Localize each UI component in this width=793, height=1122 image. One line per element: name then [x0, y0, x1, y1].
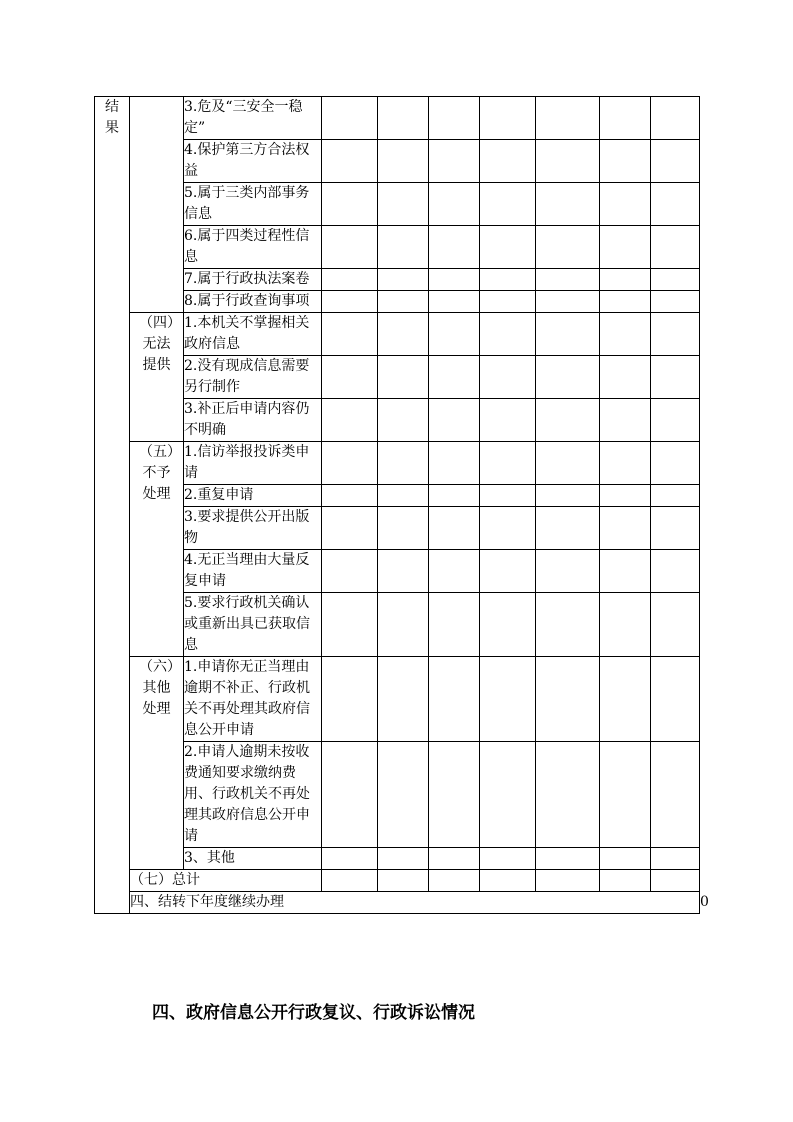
data-cell	[322, 269, 378, 291]
data-cell	[322, 507, 378, 550]
data-cell	[480, 742, 536, 848]
data-cell	[429, 97, 480, 140]
data-cell	[600, 593, 651, 657]
table-row	[95, 507, 700, 550]
item-label: 2.没有现成信息需要另行制作	[184, 356, 322, 399]
data-cell	[429, 226, 480, 269]
data-cell	[651, 183, 700, 226]
data-cell	[322, 870, 378, 892]
group-label: （五）不予处理	[139, 444, 174, 502]
data-cell	[651, 399, 700, 442]
data-cell	[429, 291, 480, 313]
table-row	[95, 442, 700, 485]
data-cell	[378, 593, 429, 657]
table-row	[95, 657, 700, 742]
data-cell	[429, 507, 480, 550]
data-cell	[322, 226, 378, 269]
group-label: （六）其他处理	[139, 659, 174, 717]
total-label: （七）总计	[130, 870, 322, 892]
data-cell	[600, 657, 651, 742]
data-cell	[536, 313, 600, 356]
data-cell	[378, 313, 429, 356]
item-label: 5.要求行政机关确认或重新出具已获取信息	[184, 593, 322, 657]
data-cell	[322, 97, 378, 140]
data-cell	[536, 356, 600, 399]
data-cell	[600, 399, 651, 442]
data-cell	[600, 848, 651, 870]
data-cell	[600, 507, 651, 550]
data-cell	[429, 356, 480, 399]
data-cell	[600, 442, 651, 485]
data-cell	[651, 550, 700, 593]
data-cell	[429, 550, 480, 593]
item-label: 3.危及“三安全一稳定”	[184, 97, 322, 140]
data-cell	[600, 226, 651, 269]
data-cell	[378, 550, 429, 593]
data-cell	[651, 593, 700, 657]
data-cell	[480, 657, 536, 742]
data-cell	[536, 140, 600, 183]
data-cell	[651, 97, 700, 140]
item-label: 5.属于三类内部事务信息	[184, 183, 322, 226]
data-cell	[429, 593, 480, 657]
data-cell	[536, 507, 600, 550]
item-label: 2.申请人逾期未按收费通知要求缴纳费用、行政机关不再处理其政府信息公开申请	[184, 742, 322, 848]
data-cell	[536, 742, 600, 848]
data-cell	[651, 485, 700, 507]
data-cell	[536, 291, 600, 313]
data-cell	[600, 97, 651, 140]
table-row	[95, 870, 700, 892]
data-cell	[536, 485, 600, 507]
statistics-table	[94, 96, 709, 914]
data-cell	[322, 550, 378, 593]
data-cell	[536, 269, 600, 291]
table-row	[95, 97, 700, 140]
carry-over-label: 四、结转下年度继续办理	[130, 892, 700, 914]
data-cell	[536, 550, 600, 593]
table-row	[95, 593, 700, 657]
data-cell	[322, 485, 378, 507]
item-label: 2.重复申请	[184, 485, 322, 507]
group-cell	[130, 313, 184, 442]
data-cell	[600, 140, 651, 183]
table-row	[95, 848, 700, 870]
data-cell	[600, 742, 651, 848]
item-label: 3.要求提供公开出版物	[184, 507, 322, 550]
data-cell	[378, 442, 429, 485]
data-cell	[600, 356, 651, 399]
data-cell	[536, 183, 600, 226]
table-row	[95, 313, 700, 356]
data-cell	[600, 870, 651, 892]
data-cell	[322, 356, 378, 399]
data-cell	[378, 657, 429, 742]
data-cell	[322, 399, 378, 442]
group-label: （四）无法提供	[139, 315, 174, 373]
data-cell	[651, 140, 700, 183]
data-cell	[651, 226, 700, 269]
item-label: 1.本机关不掌握相关政府信息	[184, 313, 322, 356]
data-cell	[429, 399, 480, 442]
data-cell	[600, 291, 651, 313]
data-cell	[480, 550, 536, 593]
data-cell	[536, 870, 600, 892]
data-cell	[536, 399, 600, 442]
data-cell	[651, 848, 700, 870]
table-row	[95, 140, 700, 183]
data-cell	[480, 399, 536, 442]
data-cell	[480, 97, 536, 140]
data-cell	[378, 399, 429, 442]
data-cell	[322, 313, 378, 356]
data-cell	[536, 97, 600, 140]
data-cell	[322, 291, 378, 313]
data-cell	[480, 593, 536, 657]
data-cell	[429, 269, 480, 291]
data-cell	[429, 848, 480, 870]
item-label: 8.属于行政查询事项	[184, 291, 322, 313]
table-row	[95, 291, 700, 313]
group-cell	[130, 442, 184, 657]
data-cell	[651, 442, 700, 485]
item-label: 3.补正后申请内容仍不明确	[184, 399, 322, 442]
item-label: 7.属于行政执法案卷	[184, 269, 322, 291]
data-cell	[536, 442, 600, 485]
data-cell	[322, 742, 378, 848]
data-cell	[322, 442, 378, 485]
data-cell	[378, 97, 429, 140]
data-cell	[480, 226, 536, 269]
data-cell	[429, 485, 480, 507]
item-label: 6.属于四类过程性信息	[184, 226, 322, 269]
data-cell	[480, 485, 536, 507]
data-cell	[536, 657, 600, 742]
data-cell	[378, 848, 429, 870]
data-cell	[480, 269, 536, 291]
data-cell	[378, 485, 429, 507]
data-cell	[651, 742, 700, 848]
table-row: 四、结转下年度继续办理 0	[95, 892, 700, 914]
data-cell	[429, 442, 480, 485]
data-cell	[480, 442, 536, 485]
table-row	[95, 356, 700, 399]
data-cell	[322, 183, 378, 226]
table-row	[95, 399, 700, 442]
table-row	[95, 269, 700, 291]
data-cell	[429, 183, 480, 226]
table-row	[95, 183, 700, 226]
table-row	[95, 485, 700, 507]
data-cell	[429, 140, 480, 183]
item-label: 4.保护第三方合法权益	[184, 140, 322, 183]
data-cell	[429, 313, 480, 356]
group-cell	[130, 97, 184, 313]
data-cell	[322, 848, 378, 870]
data-cell	[651, 657, 700, 742]
item-label: 4.无正当理由大量反复申请	[184, 550, 322, 593]
data-cell	[600, 485, 651, 507]
item-label: 3、其他	[184, 848, 322, 870]
data-cell	[651, 313, 700, 356]
group-cell	[130, 657, 184, 870]
data-cell	[480, 140, 536, 183]
data-cell	[480, 183, 536, 226]
data-cell	[429, 742, 480, 848]
data-cell	[322, 593, 378, 657]
data-cell	[378, 140, 429, 183]
result-label-cell	[95, 97, 130, 914]
data-cell	[651, 291, 700, 313]
table-row	[95, 742, 700, 848]
result-label: 结果	[105, 99, 119, 136]
data-cell	[600, 269, 651, 291]
table-row	[95, 550, 700, 593]
data-cell	[378, 183, 429, 226]
data-cell	[480, 870, 536, 892]
data-cell	[378, 356, 429, 399]
data-cell	[480, 291, 536, 313]
data-cell	[651, 870, 700, 892]
data-cell	[480, 356, 536, 399]
data-cell	[322, 140, 378, 183]
data-cell	[536, 848, 600, 870]
data-cell	[429, 657, 480, 742]
table-row	[95, 226, 700, 269]
data-cell	[600, 183, 651, 226]
data-cell	[322, 657, 378, 742]
item-label: 1.申请你无正当理由逾期不补正、行政机关不再处理其政府信息公开申请	[184, 657, 322, 742]
data-cell	[429, 870, 480, 892]
data-cell	[378, 226, 429, 269]
data-cell	[651, 269, 700, 291]
data-cell	[480, 507, 536, 550]
data-cell	[378, 870, 429, 892]
section-heading: 四、政府信息公开行政复议、行政诉讼情况	[152, 1003, 475, 1023]
data-cell	[378, 269, 429, 291]
data-cell	[536, 593, 600, 657]
item-label: 1.信访举报投诉类申请	[184, 442, 322, 485]
data-cell	[378, 742, 429, 848]
data-cell	[480, 313, 536, 356]
data-cell	[651, 507, 700, 550]
data-cell	[378, 507, 429, 550]
data-cell	[600, 550, 651, 593]
data-cell	[536, 226, 600, 269]
data-cell	[378, 291, 429, 313]
data-cell	[480, 848, 536, 870]
data-cell	[600, 313, 651, 356]
data-cell	[651, 356, 700, 399]
